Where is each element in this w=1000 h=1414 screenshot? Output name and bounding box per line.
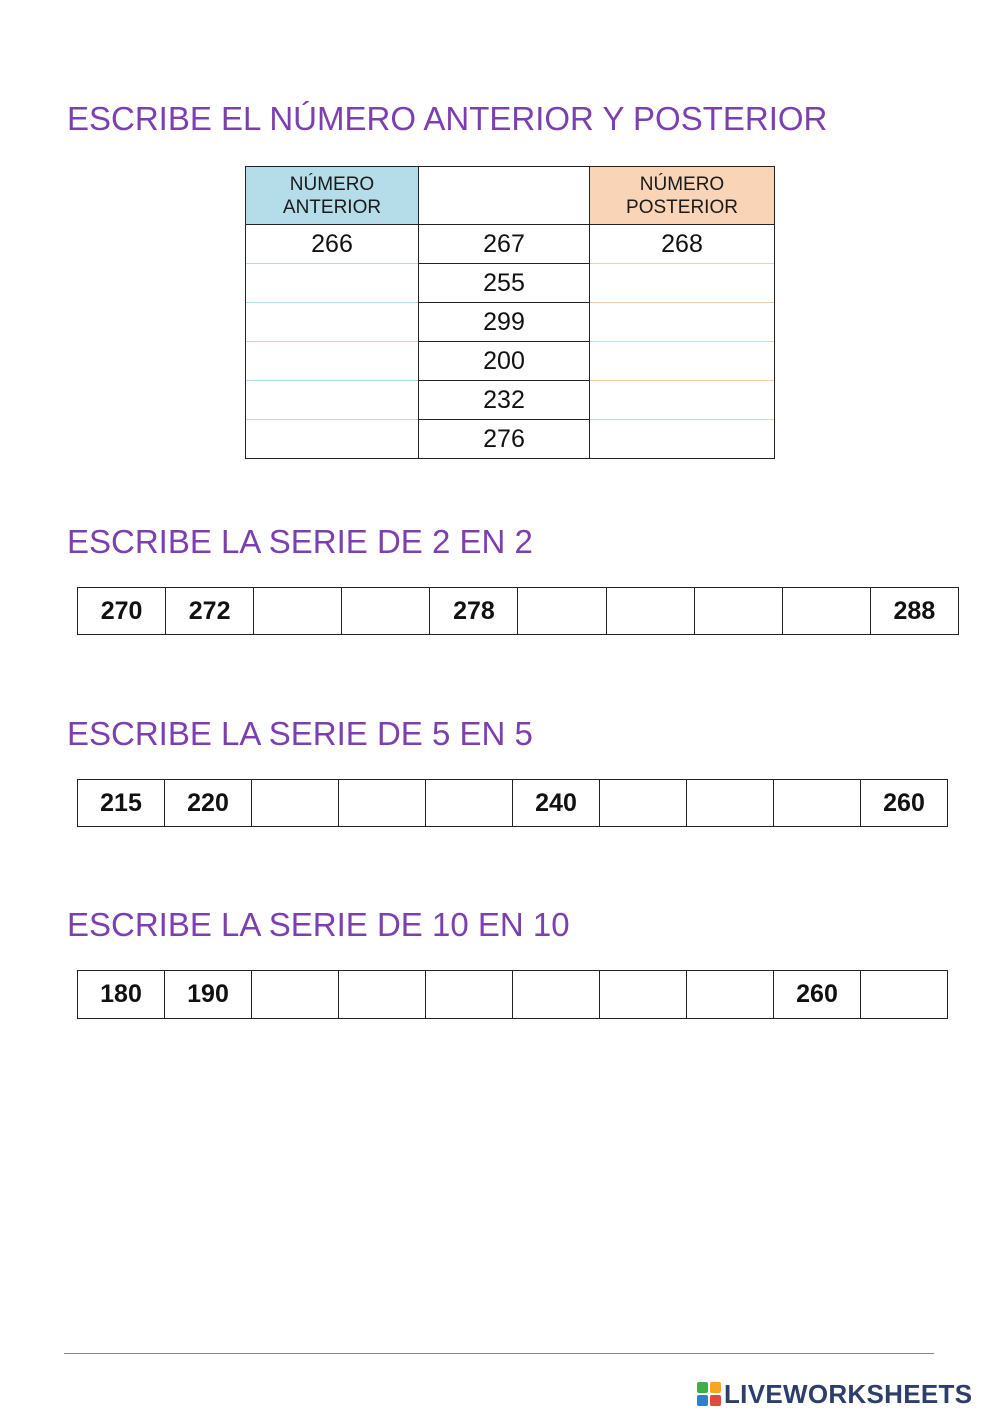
series-cell: 220 [164, 780, 251, 826]
posterior-input[interactable] [590, 420, 775, 459]
series-cell: 288 [870, 588, 958, 634]
series-cell: 240 [512, 780, 599, 826]
series-5-strip [77, 779, 948, 827]
series-input[interactable] [599, 780, 686, 826]
header-anterior-line1: NÚMERO [289, 173, 375, 195]
anterior-input[interactable] [246, 303, 419, 342]
table-header-row [246, 167, 775, 225]
series-input[interactable] [341, 588, 429, 634]
table-row [246, 342, 775, 381]
number-cell: 255 [419, 264, 590, 303]
anterior-input[interactable] [246, 420, 419, 459]
series-input[interactable] [425, 971, 512, 1018]
series-input[interactable] [860, 971, 947, 1018]
posterior-input[interactable] [590, 303, 775, 342]
footer-divider [64, 1353, 934, 1354]
liveworksheets-logo-icon [697, 1382, 721, 1406]
section-title-anterior-posterior: ESCRIBE EL NÚMERO ANTERIOR Y POSTERIOR [67, 100, 828, 137]
header-anterior-line2: ANTERIOR [282, 196, 382, 218]
series-cell: 180 [100, 980, 142, 1008]
series-cell: 278 [429, 588, 517, 634]
anterior-input[interactable] [246, 381, 419, 420]
posterior-input[interactable] [590, 342, 775, 381]
posterior-input[interactable] [590, 381, 775, 420]
series-input[interactable] [338, 971, 425, 1018]
series-2-strip [77, 587, 959, 635]
anterior-posterior-table [245, 166, 775, 459]
liveworksheets-logo[interactable] [697, 1378, 972, 1410]
series-input[interactable] [251, 780, 338, 826]
series-input[interactable] [782, 588, 870, 634]
header-anterior [246, 167, 419, 225]
series-input[interactable] [606, 588, 694, 634]
table-row [246, 420, 775, 459]
header-posterior-line2: POSTERIOR [626, 196, 738, 218]
series-cell: 260 [860, 780, 947, 826]
posterior-input[interactable] [590, 264, 775, 303]
series-input[interactable] [517, 588, 605, 634]
posterior-cell[interactable]: 268 [590, 225, 775, 264]
logo-text: LIVEWORKSHEETS [724, 1378, 973, 1409]
section-title-series-5: ESCRIBE LA SERIE DE 5 EN 5 [67, 715, 533, 752]
series-cell: 270 [100, 596, 143, 625]
header-middle [419, 167, 590, 225]
number-cell: 276 [419, 420, 590, 459]
number-cell: 232 [419, 381, 590, 420]
anterior-input[interactable] [246, 264, 419, 303]
series-cell: 260 [773, 971, 860, 1018]
section-title-series-2: ESCRIBE LA SERIE DE 2 EN 2 [67, 523, 533, 560]
series-input[interactable] [694, 588, 782, 634]
series-cell: 190 [164, 971, 251, 1018]
anterior-cell[interactable]: 266 [246, 225, 419, 264]
table-row [246, 381, 775, 420]
table-row [246, 303, 775, 342]
series-input[interactable] [251, 971, 338, 1018]
number-cell: 267 [419, 225, 590, 264]
series-input[interactable] [512, 971, 599, 1018]
anterior-input[interactable] [246, 342, 419, 381]
series-cell: 215 [100, 788, 142, 817]
series-input[interactable] [686, 971, 773, 1018]
header-posterior-line1: NÚMERO [639, 173, 725, 195]
series-input[interactable] [425, 780, 512, 826]
series-10-strip [77, 970, 948, 1019]
header-posterior [590, 167, 775, 225]
series-cell: 272 [165, 588, 253, 634]
series-input[interactable] [338, 780, 425, 826]
series-input[interactable] [253, 588, 341, 634]
section-title-series-10: ESCRIBE LA SERIE DE 10 EN 10 [67, 906, 570, 943]
series-input[interactable] [686, 780, 773, 826]
series-input[interactable] [773, 780, 860, 826]
table-row [246, 264, 775, 303]
series-input[interactable] [599, 971, 686, 1018]
number-cell: 299 [419, 303, 590, 342]
number-cell: 200 [419, 342, 590, 381]
table-row [246, 225, 775, 264]
